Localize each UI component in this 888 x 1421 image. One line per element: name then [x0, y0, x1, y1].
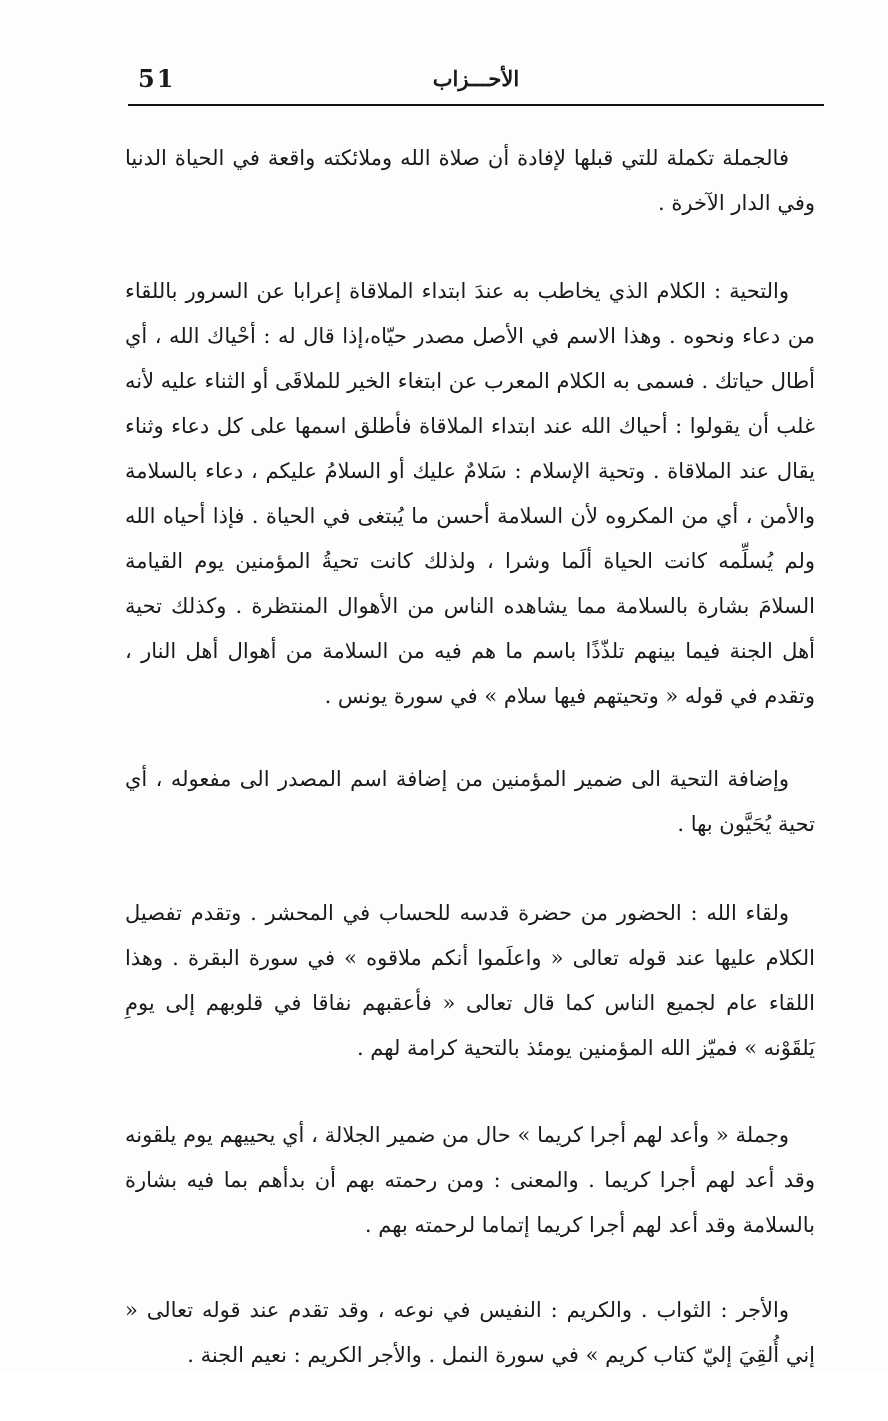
- paragraph: فالجملة تكملة للتي قبلها لإفادة أن صلاة الله وملائكته واقعة في الحياة الدنيا وفي الدار الآخرة .: [125, 146, 815, 215]
- page-number: 51: [138, 64, 176, 93]
- paragraph: وجملة « وأعد لهم أجرا كريما » حال من ضمير الجلالة ، أي يحييهم يوم يلقونه وقد أعد لهم أجرا كريما . والمعنى : ومن رحمته بهم أن بدأهم بما فيه بشارة بالسلامة وقد أعد لهم أجرا كريما إتماما لرحمته بهم .: [125, 1123, 815, 1237]
- running-title: الأحـــزاب: [432, 66, 520, 91]
- paragraph: ولقاء الله : الحضور من حضرة قدسه للحساب في المحشر . وتقدم تفصيل الكلام عليها عند قوله تعالى « واعلَموا أنكم ملاقوه » في سورة البقرة . وهذا اللقاء عام لجميع الناس كما قال تعالى « فأعقبهم نفاقا في قلوبهم إلى يومِ يَلقَوْنه » فميّز الله المؤمنين يومئذ بالتحية كرامة لهم .: [125, 901, 815, 1060]
- paragraph: والتحية : الكلام الذي يخاطب به عندَ ابتداء الملاقاة إعرابا عن السرور باللقاء من دعاء ونحوه . وهذا الاسم في الأصل مصدر حيّاه،إذا قال له : أحْياك الله ، أي أطال حياتك . فسمى به الكلام المعرب عن ابتغاء الخير للملاقَى أو الثناء عليه لأنه غلب أن يقولوا : أحياك الله عند ابتداء الملاقاة فأطلق اسمها على كل دعاء وثناء يقال عند الملاقاة . وتحية الإسلام : سَلامٌ عليك أو السلامُ عليكم ، دعاء بالسلامة والأمن ، أي من المكروه لأن السلامة أحسن ما يُبتغى في الحياة . فإذا أحياه الله ولم يُسلِّمه كانت الحياة ألَما وشرا ، ولذلك كانت تحيةُ المؤمنين يوم القيامة السلامَ بشارة بالسلامة مما يشاهده الناس من الأهوال المنتظرة . وكذلك تحية أهل الجنة فيما بينهم تلذّذًا باسم ما هم فيه من السلامة من أهوال أهل النار ، وتقدم في قوله « وتحيتهم فيها سلام » في سورة يونس .: [125, 279, 815, 708]
- body-text: [125, 136, 815, 1421]
- page-header: [128, 62, 824, 106]
- paragraph: والأجر : الثواب . والكريم : النفيس في نوعه ، وقد تقدم عند قوله تعالى « إني أُلقِيَ إليّ كتاب كريم » في سورة النمل . والأجر الكريم : نعيم الجنة .: [125, 1298, 815, 1367]
- paragraph: وإضافة التحية الى ضمير المؤمنين من إضافة اسم المصدر الى مفعوله ، أي تحية يُحَيَّون بها .: [125, 767, 815, 836]
